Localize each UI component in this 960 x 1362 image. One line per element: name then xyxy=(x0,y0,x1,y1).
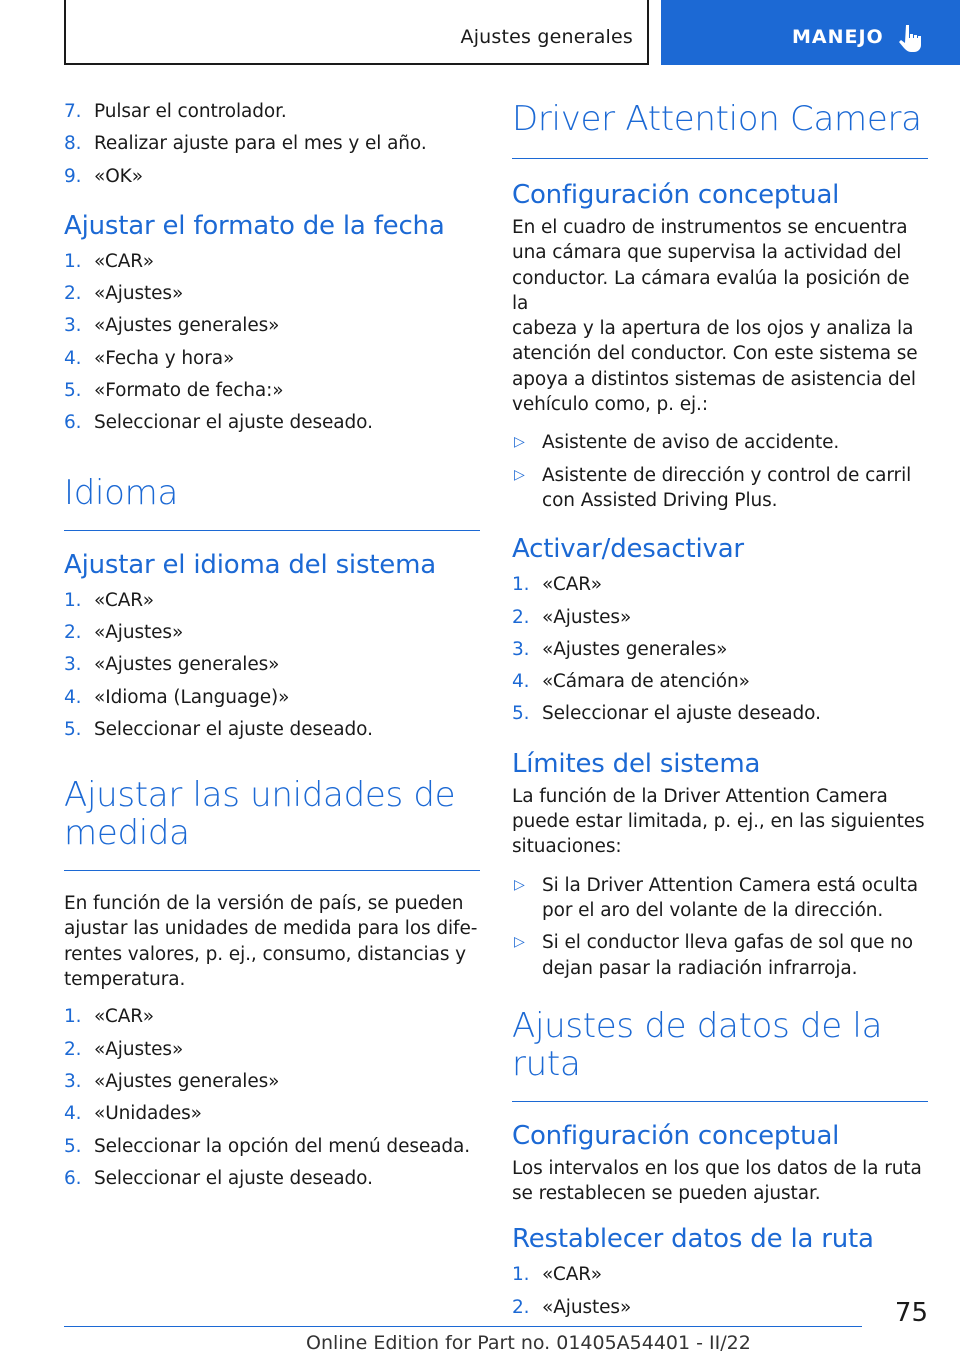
list-item: 4. «Cámara de atención» xyxy=(512,671,750,693)
section-title-trip-concept: Configuración conceptual xyxy=(512,1120,840,1151)
list-item: 6. Seleccionar el ajuste deseado. xyxy=(64,1167,373,1189)
list-item: 7. Pulsar el controlador. xyxy=(64,101,287,122)
triangle-bullet-icon: ▷ xyxy=(514,466,525,483)
dac-concept-bullets xyxy=(512,430,928,513)
header-chapter-title: MANEJO xyxy=(792,26,884,48)
units-description: En función de la versión de país, se pueden ajustar las unidades de medida para los dife‐ rentes valores, p. ej., consumo, distancias y temperatura. xyxy=(64,893,478,991)
chapter-title-idioma: Idioma xyxy=(64,474,480,531)
triangle-bullet-icon: ▷ xyxy=(514,876,525,893)
right-column xyxy=(512,96,928,1324)
list-item: 5. Seleccionar el ajuste deseado. xyxy=(64,718,373,740)
list-item: ▷ Si la Driver Attention Camera está oculta por el aro del volante de la dirección. xyxy=(512,873,928,924)
list-item: 5. Seleccionar la opción del menú deseada. xyxy=(64,1135,471,1157)
system-limits-text: La función de la Driver Attention Camera puede estar limitada, p. ej., en las siguientes situaciones: xyxy=(512,785,925,858)
header-section-box xyxy=(64,0,649,65)
footer-edition: Online Edition for Part no. 01405A54401 - II/22 xyxy=(306,1332,751,1354)
list-item: 2. «Ajustes» xyxy=(512,606,632,628)
list-item: ▷ Si el conductor lleva gafas de sol que no dejan pasar la radiación infrarroja. xyxy=(512,930,928,981)
list-item: 1. «CAR» xyxy=(64,250,154,272)
list-item: 3. «Ajustes generales» xyxy=(512,638,728,660)
list-item: 9. «OK» xyxy=(64,165,143,187)
system-limits-bullets xyxy=(512,873,928,981)
units-steps xyxy=(64,1001,480,1195)
language-steps xyxy=(64,585,480,746)
section-title-system-language: Ajustar el idioma del sistema xyxy=(64,549,436,580)
list-item: 1. «CAR» xyxy=(64,1006,154,1028)
list-item: 1. «CAR» xyxy=(64,589,154,611)
trip-concept-text: Los intervalos en los que los datos de la ruta se restablecen se pueden ajustar. xyxy=(512,1157,922,1205)
list-item: 4. «Idioma (Language)» xyxy=(64,686,290,708)
reset-trip-steps xyxy=(512,1259,928,1324)
header-section-title: Ajustes generales xyxy=(460,26,633,48)
chapter-title-driver-attention-camera: Driver Attention Camera xyxy=(512,100,928,159)
triangle-bullet-icon: ▷ xyxy=(514,934,525,951)
activate-steps xyxy=(512,569,928,730)
list-item: 3. «Ajustes generales» xyxy=(64,654,280,676)
list-item: 2. «Ajustes» xyxy=(64,1038,184,1060)
list-item: 1. «CAR» xyxy=(512,1264,602,1286)
list-item: 2. «Ajustes» xyxy=(64,283,184,305)
list-item: 1. «CAR» xyxy=(512,574,602,596)
left-column xyxy=(64,96,480,1195)
list-item: 3. «Ajustes generales» xyxy=(64,1070,280,1092)
chapter-title-units: Ajustar las unidades de medida xyxy=(64,776,480,871)
list-item: 2. «Ajustes» xyxy=(64,621,184,643)
date-format-steps xyxy=(64,246,480,440)
section-title-system-limits: Límites del sistema xyxy=(512,748,761,779)
list-item: 6. Seleccionar el ajuste deseado. xyxy=(64,412,373,434)
footer-divider xyxy=(64,1326,862,1327)
list-item: ▷ Asistente de dirección y control de carril con Assisted Driving Plus. xyxy=(512,463,928,514)
list-item: 2. «Ajustes» xyxy=(512,1296,632,1318)
section-title-activate: Activar/desactivar xyxy=(512,534,744,565)
chapter-title-trip-data: Ajustes de datos de la ruta xyxy=(512,1007,928,1102)
list-item: 4. «Unidades» xyxy=(64,1103,202,1125)
list-item: 8. Realizar ajuste para el mes y el año. xyxy=(64,133,427,155)
list-item: 4. «Fecha y hora» xyxy=(64,347,235,369)
section-title-reset-trip: Restablecer datos de la ruta xyxy=(512,1224,874,1255)
section-title-dac-concept: Configuración conceptual xyxy=(512,180,840,210)
header-chapter-tab xyxy=(661,0,960,65)
section-title-date-format: Ajustar el formato de la fecha xyxy=(64,210,445,241)
list-item: 3. «Ajustes generales» xyxy=(64,315,280,337)
list-item: ▷ Asistente de aviso de accidente. xyxy=(512,430,928,455)
dac-concept-text: En el cuadro de instrumentos se encuentra una cámara que supervisa la actividad del conductor. La cámara evalúa la posición de la cabeza y la apertura de los ojos y analiza la atención del conductor. Con este sistema se apoya a distintos sistemas de asistencia del vehículo como, p. ej.: xyxy=(512,217,918,416)
list-item: 5. Seleccionar el ajuste deseado. xyxy=(512,703,821,725)
triangle-bullet-icon: ▷ xyxy=(514,434,525,451)
page-number: 75 xyxy=(894,1298,928,1328)
date-steps-continued xyxy=(64,96,480,193)
pointing-hand-icon xyxy=(897,24,923,54)
list-item: 5. «Formato de fecha:» xyxy=(64,380,284,402)
